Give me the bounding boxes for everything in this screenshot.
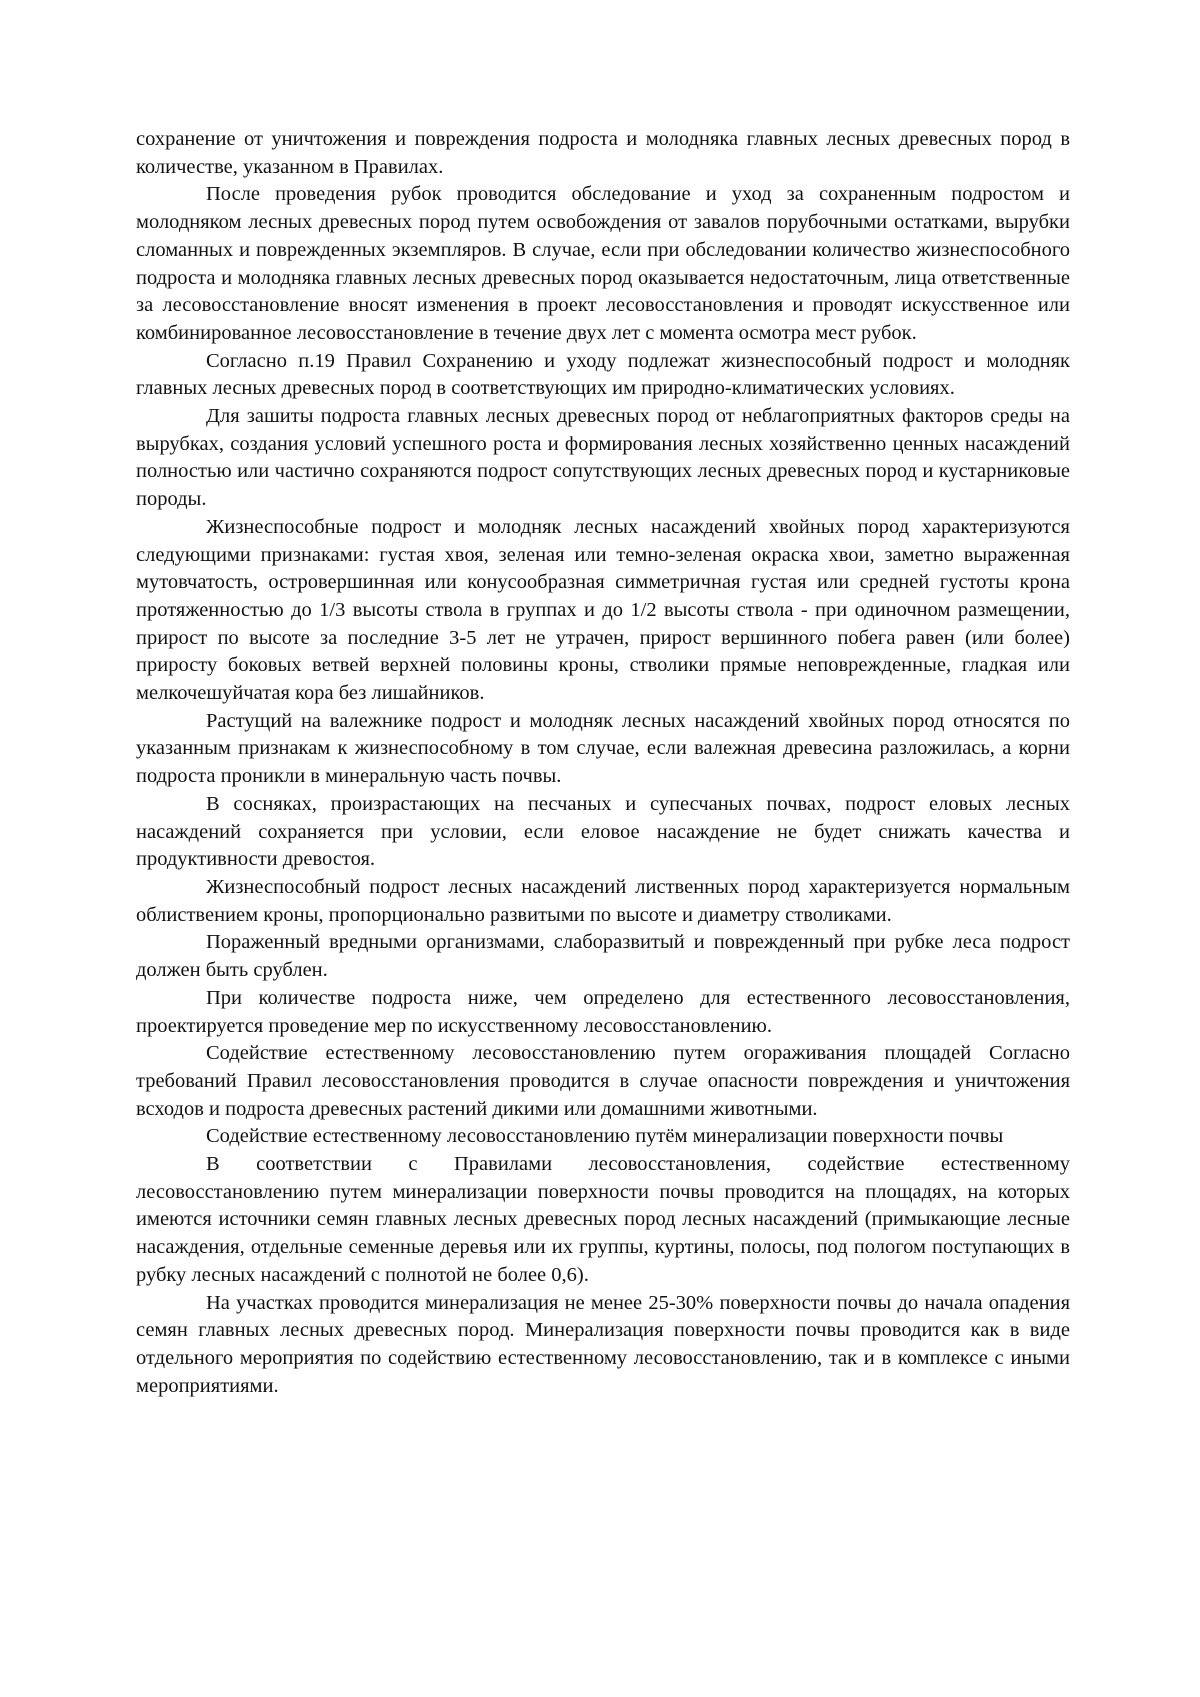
paragraph-insufficient-growth: При количестве подроста ниже, чем определено для естественного лесовосстановления, проектируется проведение мер по искусственному лесовосстановлению. — [136, 986, 1070, 1037]
paragraph-protection: Для зашиты подроста главных лесных древесных пород от неблагоприятных факторов среды на вырубках, создания условий успешного роста и формирования лесных хозяйственно ценных насаждений полностью или частично сохраняются подрост сопутствующих лесных древесных пород и кустарниковые породы. — [136, 405, 1070, 511]
paragraph-pine-forests: В сосняках, произрастающих на песчаных и супесчаных почвах, подрост еловых лесных насаждений сохраняется при условии, если еловое насаждение не будет снижать качества и продуктивности древостоя. — [136, 792, 1070, 871]
paragraph-mineralization-rules: В соответствии с Правилами лесовосстановления, содействие естественному лесовосстановлению путем минерализации поверхности почвы проводится на площадях, на которых имеются источники семян главных лесных древесных пород лесных насаждений (примыкающие лесные насаждения, отдельные семенные деревья или их группы, куртины, полосы, под пологом поступающих в рубку лесных насаждений с полнотой не более 0,6). — [136, 1153, 1070, 1286]
document-page — [136, 126, 1070, 1400]
paragraph-damaged-growth: Пораженный вредными организмами, слаборазвитый и поврежденный при рубке леса подрост должен быть срублен. — [136, 931, 1070, 982]
paragraph-fencing: Содействие естественному лесовосстановлению путем огораживания площадей Согласно требований Правил лесовосстановления проводится в случае опасности повреждения и уничтожения всходов и подроста древесных растений дикими или домашними животными. — [136, 1042, 1070, 1120]
paragraph-continuation: сохранение от уничтожения и повреждения подроста и молодняка главных лесных древесных пород в количестве, указанном в Правилах. — [136, 128, 1070, 178]
paragraph-survey-and-care: После проведения рубок проводится обследование и уход за сохраненным подростом и молодняком лесных древесных пород путем освобождения от завалов порубочными остатками, вырубки сломанных и поврежденных экземпляров. В случае, если при обследовании количество жизнеспособного подроста и молодняка главных лесных древесных пород оказывается недостаточным, лица ответственные за лесовосстановление вносят изменения в проект лесовосстановления и проводят искусственное или комбинированное лесовосстановление в течение двух лет с момента осмотра мест рубок. — [136, 183, 1070, 344]
paragraph-deadwood-growth: Растущий на валежнике подрост и молодняк лесных насаждений хвойных пород относятся по указанным признакам к жизнеспособному в том случае, если валежная древесина разложилась, а корни подроста проникли в минеральную часть почвы. — [136, 709, 1070, 788]
paragraph-mineralization-percent: На участках проводится минерализация не менее 25-30% поверхности почвы до начала опадения семян главных лесных древесных пород. Минерализация поверхности почвы проводится как в виде отдельного мероприятия по содействию естественному лесовосстановлению, так и в комплексе с иными мероприятиями. — [136, 1291, 1070, 1397]
paragraph-rule-19: Согласно п.19 Правил Сохранению и уходу подлежат жизнеспособный подрост и молодняк главных лесных древесных пород в соответствующих им природно-климатических условиях. — [136, 349, 1070, 400]
paragraph-mineralization-heading: Содействие естественному лесовосстановлению путём минерализации поверхности почвы — [206, 1125, 1004, 1148]
paragraph-deciduous-signs: Жизнеспособный подрост лесных насаждений лиственных пород характеризуется нормальным облиствением кроны, пропорционально развитыми по высоте и диаметру стволиками. — [136, 875, 1070, 926]
paragraph-conifer-signs: Жизнеспособные подрост и молодняк лесных насаждений хвойных пород характеризуются следующими признаками: густая хвоя, зеленая или темно-зеленая окраска хвои, заметно выраженная мутовчатость, островершинная или конусообразная симметричная густая или средней густоты крона протяженностью до 1/3 высоты ствола в группах и до 1/2 высоты ствола - при одиночном размещении, прирост по высоте за последние 3-5 лет не утрачен, прирост вершинного побега равен (или более) приросту боковых ветвей верхней половины кроны, стволики прямые неповрежденные, гладкая или мелкочешуйчатая кора без лишайников. — [136, 515, 1070, 705]
